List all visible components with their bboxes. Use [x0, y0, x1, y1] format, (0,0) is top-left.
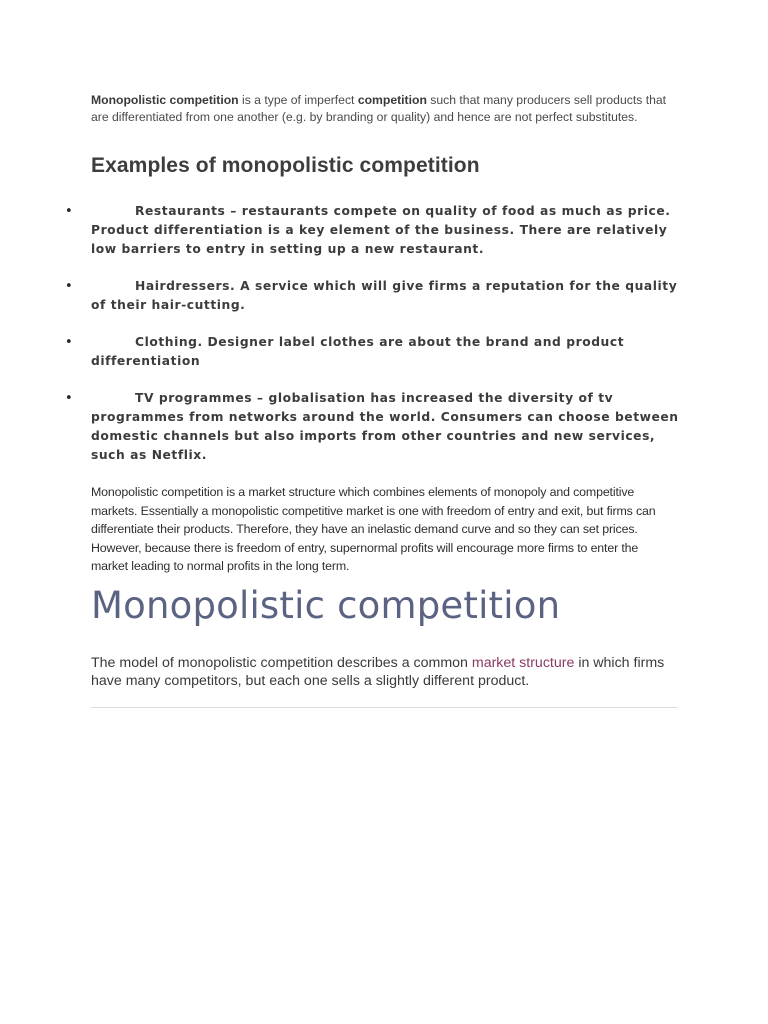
- model-text-before: The model of monopolistic competition describes a common: [91, 655, 472, 671]
- intro-term-competition: competition: [357, 93, 427, 107]
- bullet-icon: •: [65, 391, 74, 406]
- bullet-icon: •: [65, 335, 74, 350]
- summary-paragraph: Monopolistic competition is a market structure which combines elements of monopoly and competitive markets. Essentially a monopolistic competitive market is one with freedom of entry and exit, but firms can differentiate their products. Therefore, they have an inelastic demand curve and so they can set prices. However, because there is freedom of entry, supernormal profits will encourage more firms to enter the market leading to normal profits in the long term.: [91, 485, 656, 573]
- intro-term-monopolistic: Monopolistic competition: [91, 93, 239, 107]
- section-title: Monopolistic competition: [91, 584, 561, 627]
- model-text-after: in which firms have many competitors, but each one sells a slightly different product.: [91, 655, 665, 689]
- divider: [91, 707, 678, 708]
- example-text: Hairdressers. A service which will give firms a reputation for the quality of their hair-cutting.: [91, 279, 678, 312]
- model-paragraph: [91, 654, 681, 690]
- bullet-icon: •: [65, 204, 74, 219]
- intro-text-1: is a type of imperfect: [238, 93, 358, 107]
- example-item-clothing: [65, 333, 681, 371]
- examples-heading: Examples of monopolistic competition: [91, 154, 480, 177]
- intro-text-2: such that many producers sell products that are differentiated from one another (e.g. by branding or quality) and hence are not perfect substitutes.: [91, 93, 667, 125]
- examples-list: [65, 202, 681, 483]
- market-structure-link[interactable]: market structure: [471, 655, 575, 671]
- example-item-restaurants: [65, 202, 681, 259]
- bullet-icon: •: [65, 279, 74, 294]
- example-item-tv-programmes: [65, 389, 681, 465]
- example-item-hairdressers: [65, 277, 681, 315]
- intro-paragraph: [91, 92, 671, 127]
- example-text: Restaurants – restaurants compete on quality of food as much as price. Product differentiation is a key element of the business. There are relatively low barriers to entry in setting up a new restaurant.: [91, 204, 671, 256]
- example-text: TV programmes – globalisation has increased the diversity of tv programmes from networks around the world. Consumers can choose between domestic channels but also imports from other countries and new services, such as Netflix.: [91, 391, 679, 462]
- example-text: Clothing. Designer label clothes are about the brand and product differentiation: [91, 335, 625, 368]
